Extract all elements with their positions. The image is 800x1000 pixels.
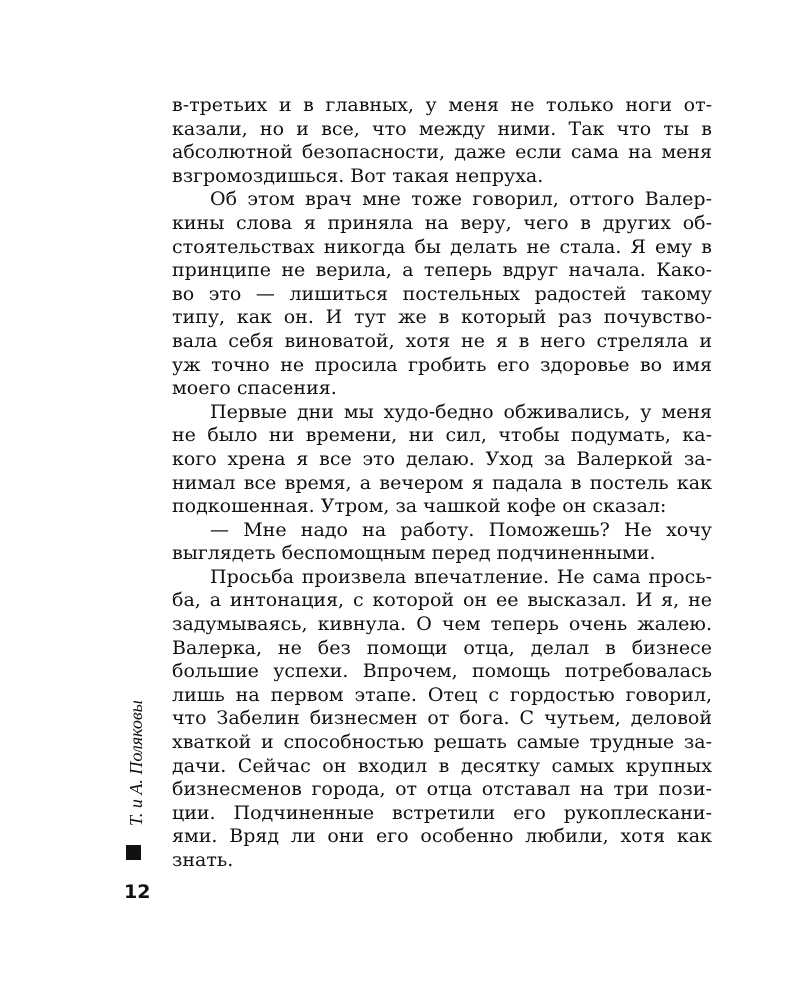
text-line: взгромоздишься. Вот такая непруха. — [172, 164, 544, 187]
text-line: задумываясь, кивнула. О чем теперь очень жалею. — [172, 613, 712, 636]
text-line: в-третьих и в главных, у меня не только ноги от- — [172, 94, 712, 116]
text-line: стоятельствах никогда бы делать не стала. Я ему в — [172, 235, 712, 258]
text-line: лишь на первом этапе. Отец с гордостью говорил, — [172, 683, 712, 706]
text-line: типу, как он. И тут же в который раз почувство- — [172, 306, 712, 329]
text-line: Об этом врач мне тоже говорил, оттого Валер- — [210, 188, 712, 211]
text-line: — Мне надо на работу. Поможешь? Не хочу — [210, 518, 712, 541]
text-line: уж точно не просила гробить его здоровье во имя — [172, 353, 712, 376]
text-line: во это — лишиться постельных радостей такому — [172, 282, 712, 305]
text-line: ями. Вряд ли они его особенно любили, хотя как — [172, 825, 712, 848]
running-head-authors: Т. и А. Поляковы — [126, 700, 146, 826]
text-line: кины слова я приняла на веру, чего в других об- — [172, 211, 712, 234]
text-line: абсолютной безопасности, даже если сама на меня — [172, 141, 712, 164]
page-number: 12 — [124, 881, 151, 903]
text-line: знать. — [172, 849, 234, 871]
text-line: нимал все время, а вечером я падала в постель как — [172, 471, 712, 494]
text-line: принципе не верила, а теперь вдруг начала. Како- — [172, 259, 712, 282]
text-line: ции. Подчиненные встретили его рукоплескани- — [172, 801, 712, 824]
text-line: что Забелин бизнесмен от бога. С чутьем, деловой — [172, 707, 712, 730]
square-marker-icon — [126, 845, 141, 860]
text-line: не было ни времени, ни сил, чтобы подумать, ка- — [172, 424, 712, 447]
text-line: моего спасения. — [172, 377, 337, 400]
text-line: выглядеть беспомощным перед подчиненными. — [172, 542, 656, 565]
text-line: бизнесменов города, от отца отставал на три пози- — [172, 778, 712, 801]
text-line: Просьба произвела впечатление. Не сама прось- — [210, 565, 712, 588]
text-line: казали, но и все, что между ними. Так что ты в — [172, 117, 712, 140]
text-line: подкошенная. Утром, за чашкой кофе он сказал: — [172, 495, 667, 518]
text-line: Валерка, не без помощи отца, делал в бизнесе — [172, 636, 712, 659]
text-line: кого хрена я все это делаю. Уход за Валеркой за- — [172, 447, 712, 470]
text-line: хваткой и способностью решать самые трудные за- — [172, 731, 712, 754]
text-line: ба, а интонация, с которой он ее высказал. И я, не — [172, 589, 712, 612]
body-text — [172, 94, 712, 873]
text-line: вала себя виноватой, хотя не я в него стреляла и — [172, 329, 712, 352]
text-line: Первые дни мы худо-бедно обживались, у меня — [210, 400, 712, 423]
text-line: большие успехи. Впрочем, помощь потребовалась — [172, 660, 712, 683]
text-line: дачи. Сейчас он входил в десятку самых крупных — [172, 754, 712, 777]
